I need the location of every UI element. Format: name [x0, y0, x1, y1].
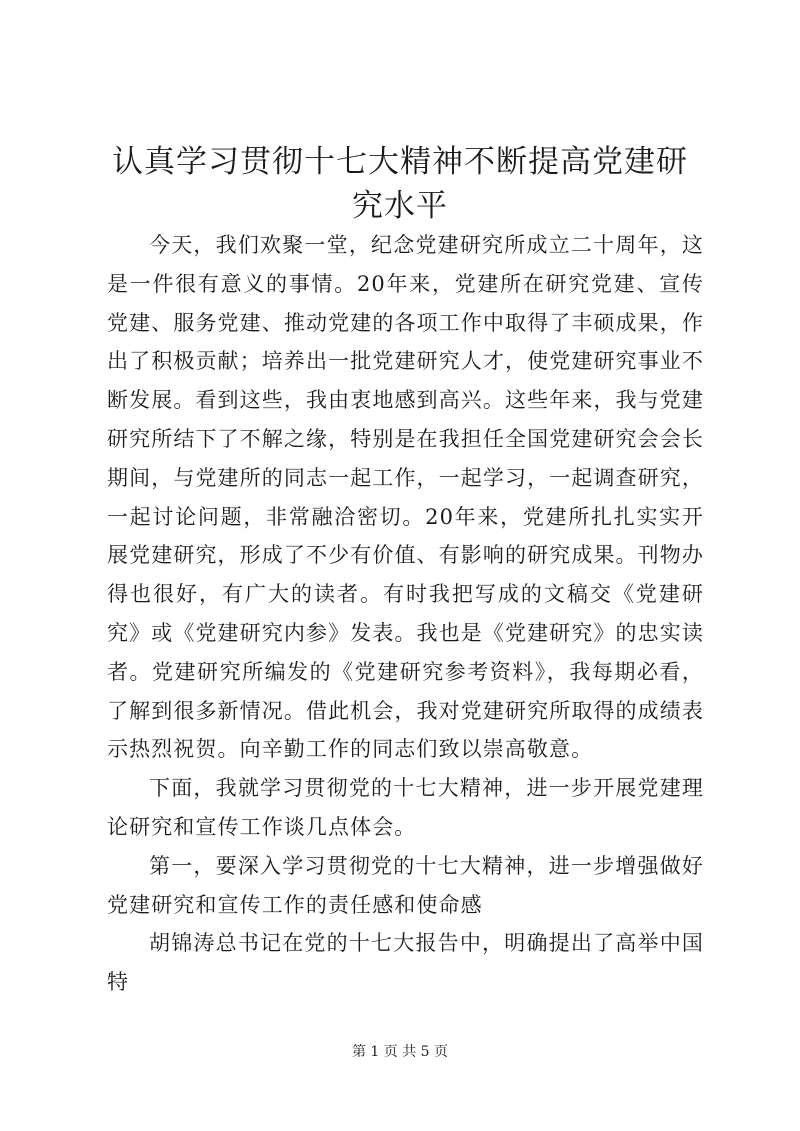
document-title: 认真学习贯彻十七大精神不断提高党建研究水平 [112, 144, 688, 224]
paragraph-intro: 下面，我就学习贯彻党的十七大精神，进一步开展党建理论研究和宣传工作谈几点体会。 [107, 776, 704, 839]
page-footer: 第 1 页 共 5 页 [351, 1044, 449, 1060]
paragraph-continuation: 胡锦涛总书记在党的十七大报告中，明确提出了高举中国特 [107, 931, 704, 995]
document-body [107, 226, 704, 1002]
paragraph-opening: 今天，我们欢聚一堂，纪念党建研究所成立二十周年，这是一件很有意义的事情。20年来，党建所在研究党建、宣传党建、服务党建、推动党建的各项工作中取得了丰硕成果，作出了积极贡献；培养出一批党建研究人才，使党建研究事业不断发展。看到这些，我由衷地感到高兴。这些年来，我与党建研究所结下了不解之缘，特别是在我担任全国党建研究会会长期间，与党建所的同志一起工作，一起学习，一起调查研究，一起讨论问题，非常融洽密切。20年来，党建所扎扎实实开展党建研究，形成了不少有价值、有影响的研究成果。刊物办得也很好，有广大的读者。有时我把写成的文稿交《党建研究》或《党建研究内参》发表。我也是《党建研究》的忠实读者。党建研究所编发的《党建研究参考资料》，我每期必看，了解到很多新情况。借此机会，我对党建研究所取得的成绩表示热烈祝贺。向辛勤工作的同志们致以崇高敬意。 [107, 233, 704, 762]
paragraph-section-heading: 第一，要深入学习贯彻党的十七大精神，进一步增强做好党建研究和宣传工作的责任感和使命感 [107, 853, 704, 917]
